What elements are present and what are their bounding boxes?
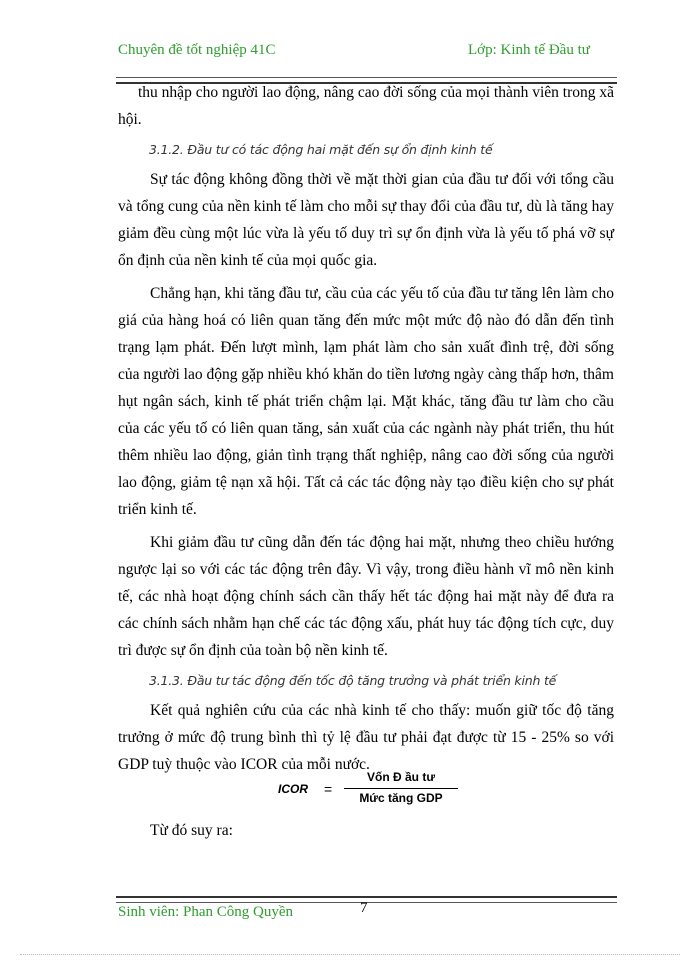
paragraph-1: Sự tác động không đồng thời về mặt thời gian của đầu tư đối với tổng cầu và tổng cung của nền kinh tế làm cho mỗi sự thay đổi của đầu tư, dù là tăng hay giảm đều cùng một lúc vừa là yếu tố duy trì sự ổn định vừa là yếu tố phá vỡ sự ổn định của nền kinh tế của mọi quốc gia. <box>118 171 614 269</box>
fraction-bar <box>344 788 458 789</box>
formula-lhs: ICOR <box>278 782 308 796</box>
formula-equals: = <box>324 781 333 797</box>
formula-denominator: Mức tăng GDP <box>359 791 443 805</box>
page-edge-dotted-line <box>20 954 680 955</box>
icor-formula <box>278 768 448 812</box>
header-right-title: Lớp: Kinh tế Đầu tư <box>468 42 590 58</box>
page-number: 7 <box>360 900 368 916</box>
section-heading-3-1-3: 3.1.3. Đầu tư tác động đến tốc độ tăng trưởng và phát triển kinh tế <box>149 673 557 688</box>
paragraph-continuation: thu nhập cho người lao động, nâng cao đời sống của mọi thành viên trong xã hội. <box>118 84 614 128</box>
paragraph-2: Chẳng hạn, khi tăng đầu tư, cầu của các yếu tố của đầu tư tăng lên làm cho giá của hàng hoá có liên quan tăng đến mức một mức độ nào đó dẫn đến tình trạng lạm phát. Đến lượt mình, lạm phát làm cho sản xuất đình trệ, đời sống của người lao động gặp nhiều khó khăn do tiền lương ngày càng thấp hơn, thâm hụt ngân sách, kinh tế phát triển chậm lại. Mặt khác, tăng đầu tư làm cho cầu của các yếu tố có liên quan tăng, sản xuất của các ngành này phát triển, thu hút thêm nhiều lao động, giản tình trạng thất nghiệp, nâng cao đời sống của người lao động, giảm tệ nạn xã hội. Tất cả các tác động này tạo điều kiện cho sự phát triển kinh tế. <box>118 285 614 518</box>
formula-numerator: Vốn Đ ầu tư <box>366 770 436 784</box>
section-heading-3-1-2: 3.1.2. Đầu tư có tác động hai mặt đến sự ổn định kinh tế <box>149 142 493 157</box>
page-body <box>118 79 614 778</box>
footer-student: Sinh viên: Phan Công Quyền <box>118 904 293 920</box>
paragraph-3: Khi giảm đầu tư cũng dẫn đến tác động hai mặt, nhưng theo chiều hướng ngược lại so với các tác động trên đây. Vì vậy, trong điều hành vĩ mô nền kinh tế, các nhà hoạt động chính sách cần thấy hết tác động hai mặt này để đưa ra các chính sách nhằm hạn chế các tác động xấu, phát huy tác động tích cực, duy trì được sự ổn định của toàn bộ nền kinh tế. <box>118 534 614 659</box>
closing-line: Từ đó suy ra: <box>150 822 233 839</box>
paragraph-4: Kết quả nghiên cứu của các nhà kinh tế cho thấy: muốn giữ tốc độ tăng trưởng ở mức độ trung bình thì tỷ lệ đầu tư phải đạt được từ 15 - 25% so với GDP tuỳ thuộc vào ICOR của mỗi nước. <box>118 702 614 773</box>
header-left-title: Chuyên đề tốt nghiệp 41C <box>118 42 276 58</box>
